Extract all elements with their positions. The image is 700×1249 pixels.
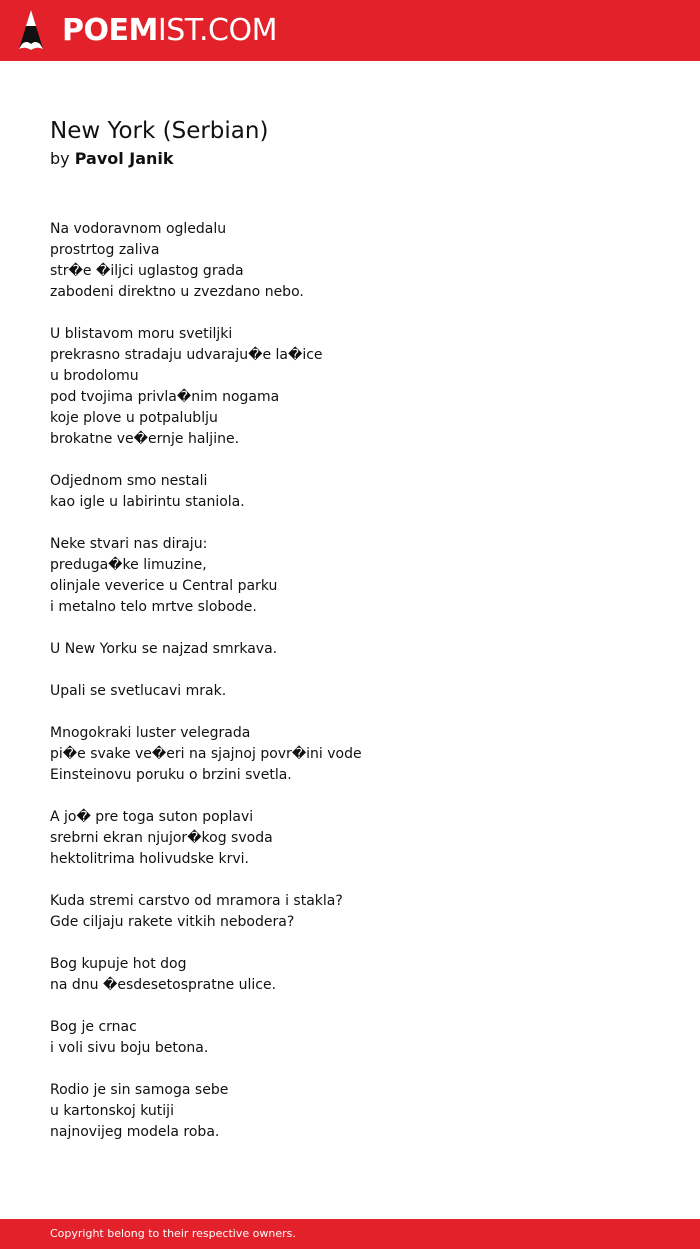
site-header bbox=[0, 0, 700, 61]
poem-line: Kuda stremi carstvo od mramora i stakla? bbox=[50, 893, 343, 909]
poem-line: pod tvojima privla�nim nogama bbox=[50, 389, 280, 405]
poem-line: zabodeni direktno u zvezdano nebo. bbox=[50, 284, 304, 300]
poem-line: pi�e svake ve�eri na sjajnoj povr�ini vode bbox=[50, 746, 362, 762]
poem-stanza bbox=[50, 891, 650, 933]
poem-line: U blistavom moru svetiljki bbox=[50, 326, 233, 342]
copyright-notice: Copyright belong to their respective owners. bbox=[50, 1227, 296, 1240]
poem-line: brokatne ve�ernje haljine. bbox=[50, 431, 240, 447]
poem-line: Upali se svetlucavi mrak. bbox=[50, 683, 227, 699]
poem-line: Na vodoravnom ogledalu bbox=[50, 221, 227, 237]
site-footer bbox=[0, 1219, 700, 1249]
brand-name-bold: POEM bbox=[62, 13, 158, 48]
poem-line: i voli sivu boju betona. bbox=[50, 1040, 209, 1056]
poem-stanza bbox=[50, 1080, 650, 1143]
poem-line: preduga�ke limuzine, bbox=[50, 557, 207, 573]
poem-line: Rodio je sin samoga sebe bbox=[50, 1082, 229, 1098]
poem-line: u brodolomu bbox=[50, 368, 139, 384]
poem-stanza bbox=[50, 723, 650, 786]
poem-stanza bbox=[50, 1017, 650, 1059]
poem-stanza bbox=[50, 681, 650, 702]
poem-line: najnovijeg modela roba. bbox=[50, 1124, 220, 1140]
poem-body bbox=[50, 219, 650, 1164]
site-logo[interactable] bbox=[18, 9, 277, 53]
poem-line: prekrasno stradaju udvaraju�e la�ice bbox=[50, 347, 323, 363]
poem-line: koje plove u potpalublju bbox=[50, 410, 218, 426]
poem-line: prostrtog zaliva bbox=[50, 242, 160, 258]
poem-line: srebrni ekran njujor�kog svoda bbox=[50, 830, 273, 846]
poem-title: New York (Serbian) bbox=[50, 118, 269, 144]
poem-stanza bbox=[50, 954, 650, 996]
poem-line: hektolitrima holivudske krvi. bbox=[50, 851, 249, 867]
poem-line: na dnu �esdesetospratne ulice. bbox=[50, 977, 277, 993]
author-name: Pavol Janik bbox=[74, 149, 174, 168]
poem-stanza bbox=[50, 807, 650, 870]
poem-stanza bbox=[50, 219, 650, 303]
poem-line: Bog je crnac bbox=[50, 1019, 137, 1035]
poem-line: Bog kupuje hot dog bbox=[50, 956, 187, 972]
poem-stanza bbox=[50, 324, 650, 450]
poem-line: Odjednom smo nestali bbox=[50, 473, 208, 489]
brand-name bbox=[62, 9, 277, 53]
poem-line: Mnogokraki luster velegrada bbox=[50, 725, 251, 741]
poem-line: A jo� pre toga suton poplavi bbox=[50, 809, 254, 825]
poem-line: U New Yorku se najzad smrkava. bbox=[50, 641, 278, 657]
by-label: by bbox=[50, 149, 70, 168]
poem-line: str�e �iljci uglastog grada bbox=[50, 263, 244, 279]
pencil-tip-icon bbox=[18, 9, 44, 53]
poem-line: kao igle u labirintu staniola. bbox=[50, 494, 245, 510]
poem-line: u kartonskoj kutiji bbox=[50, 1103, 174, 1119]
poem-line: olinjale veverice u Central parku bbox=[50, 578, 278, 594]
brand-name-light: IST.COM bbox=[157, 13, 277, 48]
poem-stanza bbox=[50, 639, 650, 660]
poem-line: Einsteinovu poruku o brzini svetla. bbox=[50, 767, 292, 783]
poem-line: Neke stvari nas diraju: bbox=[50, 536, 208, 552]
poem-line: Gde ciljaju rakete vitkih nebodera? bbox=[50, 914, 295, 930]
poem-stanza bbox=[50, 534, 650, 618]
poem-byline bbox=[50, 148, 174, 170]
poem-line: i metalno telo mrtve slobode. bbox=[50, 599, 257, 615]
poem-stanza bbox=[50, 471, 650, 513]
